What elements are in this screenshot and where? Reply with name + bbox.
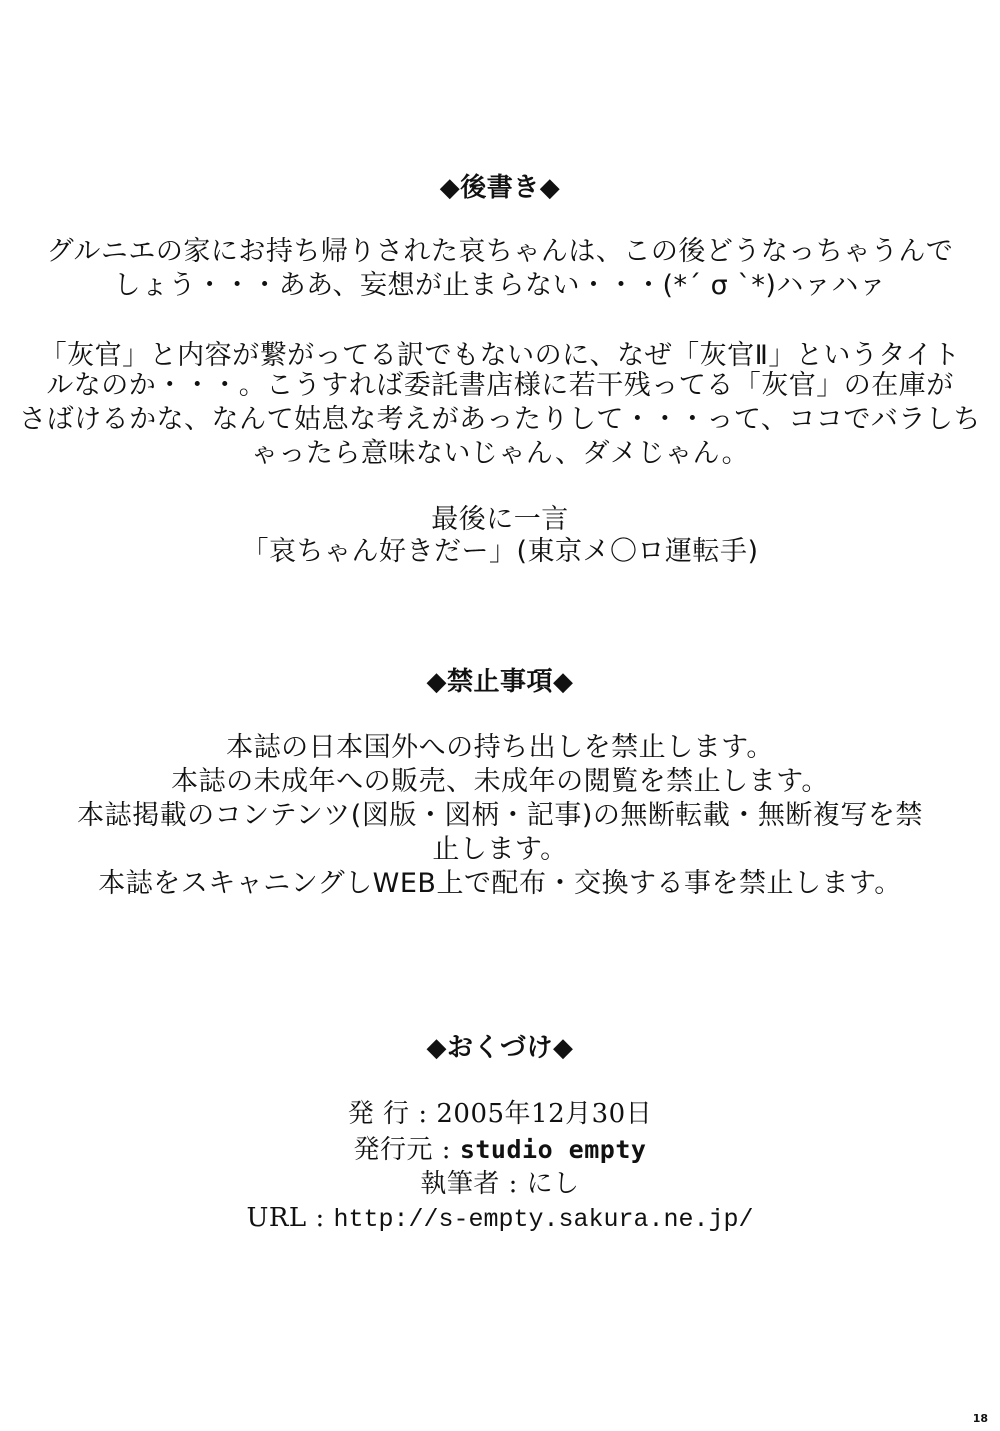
afterword-heading: ◆後書き◆ [439, 173, 561, 203]
colophon-issue-date [0, 1096, 1000, 1132]
author-label: 執筆者 : [420, 1169, 518, 1199]
prohibition-line: 止します。 [432, 834, 568, 865]
afterword-line: ゃったら意味ないじゃん、ダメじゃん。 [250, 438, 750, 469]
page-number: 18 [972, 1412, 988, 1425]
publisher-label: 発行元 : [353, 1135, 452, 1165]
afterword-line: 「灰官」と内容が繋がってる訳でもないのに、なぜ「灰官Ⅱ」というタイト [39, 340, 961, 371]
afterword-line: グルニエの家にお持ち帰りされた哀ちゃんは、この後どうなっちゃうんで [46, 236, 954, 267]
colophon-heading: ◆おくづけ◆ [426, 1033, 574, 1063]
issue-date-value: 2005年12月30日 [436, 1099, 653, 1129]
afterword-line: さばけるかな、なんて姑息な考えがあったりして・・・って、ココでバラしち [19, 404, 981, 435]
url-label: URL : [246, 1203, 325, 1233]
author-value: にし [526, 1169, 580, 1199]
afterword-closing-quote: 「哀ちゃん好きだー」(東京メ〇ロ運転手) [241, 536, 759, 567]
colophon-url [0, 1200, 1000, 1238]
prohibitions-heading: ◆禁止事項◆ [426, 667, 574, 697]
colophon-author [0, 1166, 1000, 1202]
issue-date-label: 発 行 : [347, 1099, 428, 1129]
prohibition-line: 本誌の未成年への販売、未成年の閲覧を禁止します。 [171, 766, 829, 797]
prohibition-line: 本誌掲載のコンテンツ(図版・図柄・記事)の無断転載・無断複写を禁 [77, 800, 923, 831]
colophon-publisher [0, 1132, 1000, 1168]
url-value: http://s-empty.sakura.ne.jp/ [333, 1205, 754, 1234]
prohibition-line: 本誌をスキャニングしWEB上で配布・交換する事を禁止します。 [98, 868, 902, 899]
afterword-line: しょう・・・ああ、妄想が止まらない・・・(*´ σ `*)ハァハァ [113, 270, 887, 301]
publisher-value: studio empty [459, 1135, 647, 1164]
prohibition-line: 本誌の日本国外への持ち出しを禁止します。 [226, 732, 774, 763]
afterword-closing-label: 最後に一言 [431, 504, 569, 535]
afterword-line: ルなのか・・・。こうすれば委託書店様に若干残ってる「灰官」の在庫が [46, 370, 954, 401]
